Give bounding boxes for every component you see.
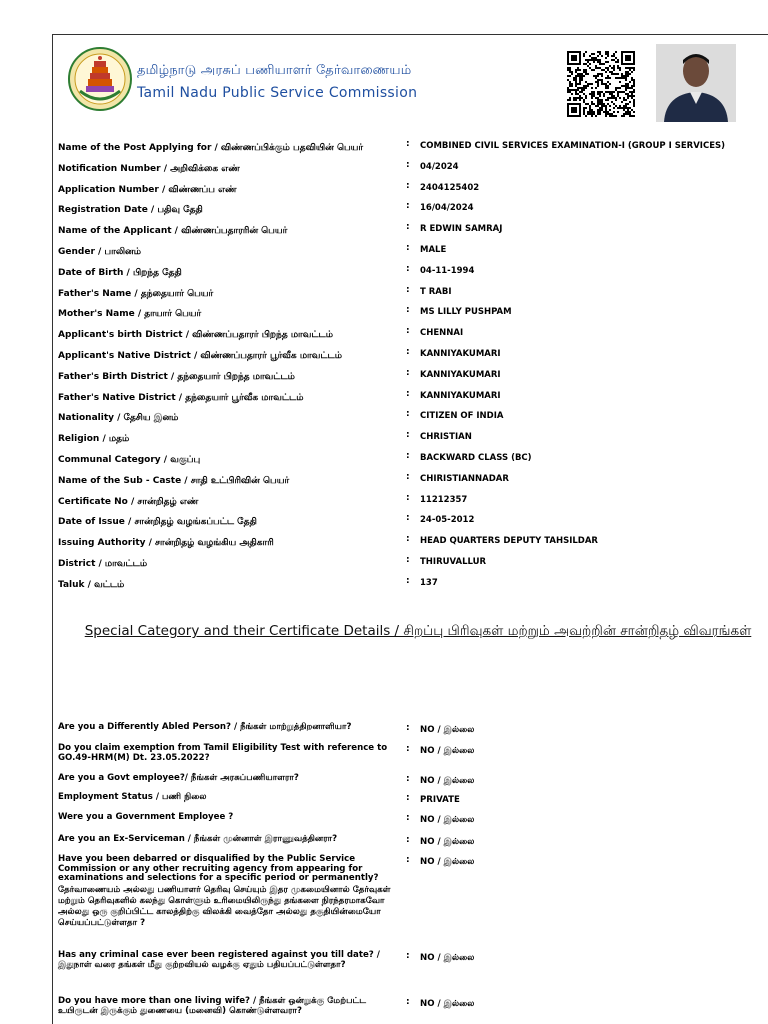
detail-row: [58, 534, 758, 555]
detail-label: Communal Category / வகுப்பு: [58, 454, 201, 465]
detail-value: R EDWIN SAMRAJ: [420, 224, 503, 235]
detail-label: Father's Birth District / தந்தையார் பிறந்த மாவட்டம்: [58, 371, 295, 382]
colon: :: [406, 263, 410, 274]
detail-row: [58, 222, 758, 243]
tamil-nadu-emblem-icon: [68, 47, 132, 111]
detail-value: 137: [420, 577, 438, 588]
colon: :: [406, 222, 410, 233]
special-label: Are you a Govt employee?/ நீங்கள் அரசுப்பணியாளரா?: [58, 773, 299, 783]
detail-label: Father's Name / தந்தையார் பெயர்: [58, 288, 214, 299]
detail-label: Date of Issue / சான்றிதழ் வழங்கப்பட்ட தேதி: [58, 517, 257, 528]
colon: :: [406, 997, 410, 1007]
detail-value: 16/04/2024: [420, 203, 474, 214]
detail-value: CITIZEN OF INDIA: [420, 411, 504, 422]
colon: :: [406, 744, 410, 754]
special-value: NO / இல்லை: [420, 999, 475, 1009]
detail-label: Father's Native District / தந்தையார் பூர்வீக மாவட்டம்: [58, 392, 304, 403]
detail-label: Certificate No / சான்றிதழ் எண்: [58, 496, 199, 507]
detail-label: Gender / பாலினம்: [58, 246, 141, 257]
detail-row: [58, 243, 758, 264]
detail-row: [58, 576, 758, 597]
detail-value: T RABI: [420, 286, 452, 297]
special-label: Have you been debarred or disqualified by the Public Service Commission or any other recruiting agency from appearing for examinations and selections for a specific period or permanently? தேர்வாணையம் அல்லது பணியாளர் தெரிவு செய்யும் இதர முகமையினால் தேர்வுகள் மற்றும் தெரிவுகளில் கலந்து கொள்ளும் உரிமையிலிருந்து தங்களை நிரந்தரமாகவோ அல்லது ஒரு குறிப்பிட்ட காலத்திற்கு விலக்கி வைத்தோ அல்லது தகுதியின்மையோ செய்யப்பட்டுள்ளதா ?: [58, 855, 393, 929]
colon: :: [406, 326, 410, 337]
detail-label: Religion / மதம்: [58, 434, 130, 445]
detail-row: [58, 368, 758, 389]
special-value: PRIVATE: [420, 795, 460, 805]
commission-title-english: Tamil Nadu Public Service Commission: [137, 85, 418, 101]
detail-label: Applicant's birth District / விண்ணப்பதாரர் பிறந்த மாவட்டம்: [58, 330, 333, 341]
special-label: Are you a Differently Abled Person? / நீங்கள் மாற்றுத்திறனாளியா?: [58, 722, 352, 732]
detail-value: CHENNAI: [420, 328, 464, 339]
detail-label: District / மாவட்டம்: [58, 558, 148, 569]
applicant-details: [58, 139, 758, 597]
detail-label: Nationality / தேசிய இனம்: [58, 413, 179, 424]
special-category-heading: Special Category and their Certificate Details / சிறப்பு பிரிவுகள் மற்றும் அவற்றின் சான்றிதழ் விவரங்கள்: [84, 623, 752, 639]
detail-row: [58, 305, 758, 326]
detail-label: Notification Number / அறிவிக்கை எண்: [58, 163, 240, 174]
colon: :: [406, 450, 410, 461]
colon: :: [406, 951, 410, 961]
application-document: [52, 34, 768, 1024]
detail-row: [58, 451, 758, 472]
detail-value: 24-05-2012: [420, 515, 475, 526]
colon: :: [406, 242, 410, 253]
colon: :: [406, 346, 410, 357]
colon: :: [406, 513, 410, 524]
detail-value: 04-11-1994: [420, 265, 475, 276]
special-value: NO / இல்லை: [420, 857, 475, 867]
detail-value: HEAD QUARTERS DEPUTY TAHSILDAR: [420, 536, 598, 547]
special-label: Do you have more than one living wife? / நீங்கள் ஒன்றுக்கு மேற்பட்ட உயிருடன் இருக்கும் துணையை (மனைவி) கொண்டுள்ளவரா?: [58, 996, 367, 1016]
colon: :: [406, 793, 410, 803]
detail-value: KANNIYAKUMARI: [420, 348, 501, 359]
qr-code-icon: [567, 51, 635, 117]
detail-row: [58, 493, 758, 514]
detail-value: KANNIYAKUMARI: [420, 390, 501, 401]
detail-row: [58, 264, 758, 285]
detail-value: 04/2024: [420, 161, 459, 172]
detail-value: COMBINED CIVIL SERVICES EXAMINATION-I (GROUP I SERVICES): [420, 141, 726, 151]
colon: :: [406, 492, 410, 503]
detail-row: [58, 201, 758, 222]
detail-value: BACKWARD CLASS (BC): [420, 452, 532, 463]
detail-row: [58, 160, 758, 181]
colon: :: [406, 835, 410, 845]
detail-value: MALE: [420, 244, 447, 255]
colon: :: [406, 575, 410, 586]
detail-value: THIRUVALLUR: [420, 556, 487, 567]
colon: :: [406, 367, 410, 378]
commission-title-tamil: தமிழ்நாடு அரசுப் பணியாளர் தேர்வாணையம்: [137, 63, 412, 78]
colon: :: [406, 388, 410, 399]
detail-row: [58, 285, 758, 306]
detail-label: Registration Date / பதிவு தேதி: [58, 205, 203, 216]
detail-row: [58, 326, 758, 347]
detail-row: [58, 513, 758, 534]
detail-row: [58, 409, 758, 430]
colon: :: [406, 180, 410, 191]
applicant-photo: [656, 44, 736, 122]
special-value: NO / இல்லை: [420, 746, 475, 756]
detail-row: [58, 181, 758, 202]
colon: :: [406, 409, 410, 420]
detail-label: Applicant's Native District / விண்ணப்பதாரர் பூர்வீக மாவட்டம்: [58, 350, 342, 361]
special-value: NO / இல்லை: [420, 725, 475, 735]
special-label: Are you an Ex-Serviceman / நீங்கள் முன்னாள் இராணுவத்தினரா?: [58, 834, 338, 844]
special-label-tamil: தேர்வாணையம் அல்லது பணியாளர் தெரிவு செய்யும் இதர முகமையினால் தேர்வுகள் மற்றும் தெரிவுகளில் கலந்து கொள்ளும் உரிமையிலிருந்து தங்களை நிரந்தரமாகவோ அல்லது ஒரு குறிப்பிட்ட காலத்திற்கு விலக்கி வைத்தோ அல்லது தகுதியின்மையோ செய்யப்பட்டுள்ளதா ?: [58, 884, 391, 928]
detail-value: 11212357: [420, 494, 468, 505]
detail-label: Mother's Name / தாயார் பெயர்: [58, 309, 202, 320]
colon: :: [406, 774, 410, 784]
special-value: NO / இல்லை: [420, 837, 475, 847]
special-label: Do you claim exemption from Tamil Eligibility Test with reference to GO.49-HRM(M) Dt. 23.05.2022?: [58, 743, 388, 763]
detail-label: Date of Birth / பிறந்த தேதி: [58, 267, 182, 278]
detail-value: CHIRISTIANNADAR: [420, 473, 509, 484]
special-value: NO / இல்லை: [420, 815, 475, 825]
detail-value: CHRISTIAN: [420, 432, 472, 443]
colon: :: [406, 430, 410, 441]
colon: :: [406, 471, 410, 482]
detail-row: [58, 347, 758, 368]
detail-label: Application Number / விண்ணப்ப எண்: [58, 184, 237, 195]
detail-label: Taluk / வட்டம்: [58, 579, 125, 590]
detail-row: [58, 139, 758, 160]
colon: :: [406, 723, 410, 733]
detail-row: [58, 472, 758, 493]
colon: :: [406, 813, 410, 823]
detail-value: 2404125402: [420, 182, 480, 193]
detail-row: [58, 389, 758, 410]
colon: :: [406, 201, 410, 212]
detail-label: Name of the Sub - Caste / சாதி உட்பிரிவின் பெயர்: [58, 475, 290, 486]
special-label: Were you a Government Employee ?: [58, 812, 234, 822]
colon: :: [406, 855, 410, 865]
detail-value: MS LILLY PUSHPAM: [420, 307, 512, 318]
special-value: NO / இல்லை: [420, 776, 475, 786]
detail-row: [58, 430, 758, 451]
detail-label: Issuing Authority / சான்றிதழ் வழங்கிய அதிகாரி: [58, 538, 274, 549]
detail-label: Name of the Applicant / விண்ணப்பதாரரின் பெயர்: [58, 226, 288, 237]
colon: :: [406, 534, 410, 545]
colon: :: [406, 159, 410, 170]
special-label: Employment Status / பணி நிலை: [58, 792, 207, 802]
colon: :: [406, 139, 410, 149]
detail-value: KANNIYAKUMARI: [420, 369, 501, 380]
special-label: Has any criminal case ever been registered against you till date? / இதுநாள் வரை தங்கள் மீது குற்றவியல் வழக்கு ஏதும் பதியப்பட்டுள்ளதா?: [58, 950, 380, 970]
detail-row: [58, 555, 758, 576]
colon: :: [406, 284, 410, 295]
detail-label: Name of the Post Applying for / விண்ணப்பிக்கும் பதவியின் பெயர்: [58, 143, 364, 153]
colon: :: [406, 305, 410, 316]
special-value: NO / இல்லை: [420, 953, 475, 963]
colon: :: [406, 554, 410, 565]
